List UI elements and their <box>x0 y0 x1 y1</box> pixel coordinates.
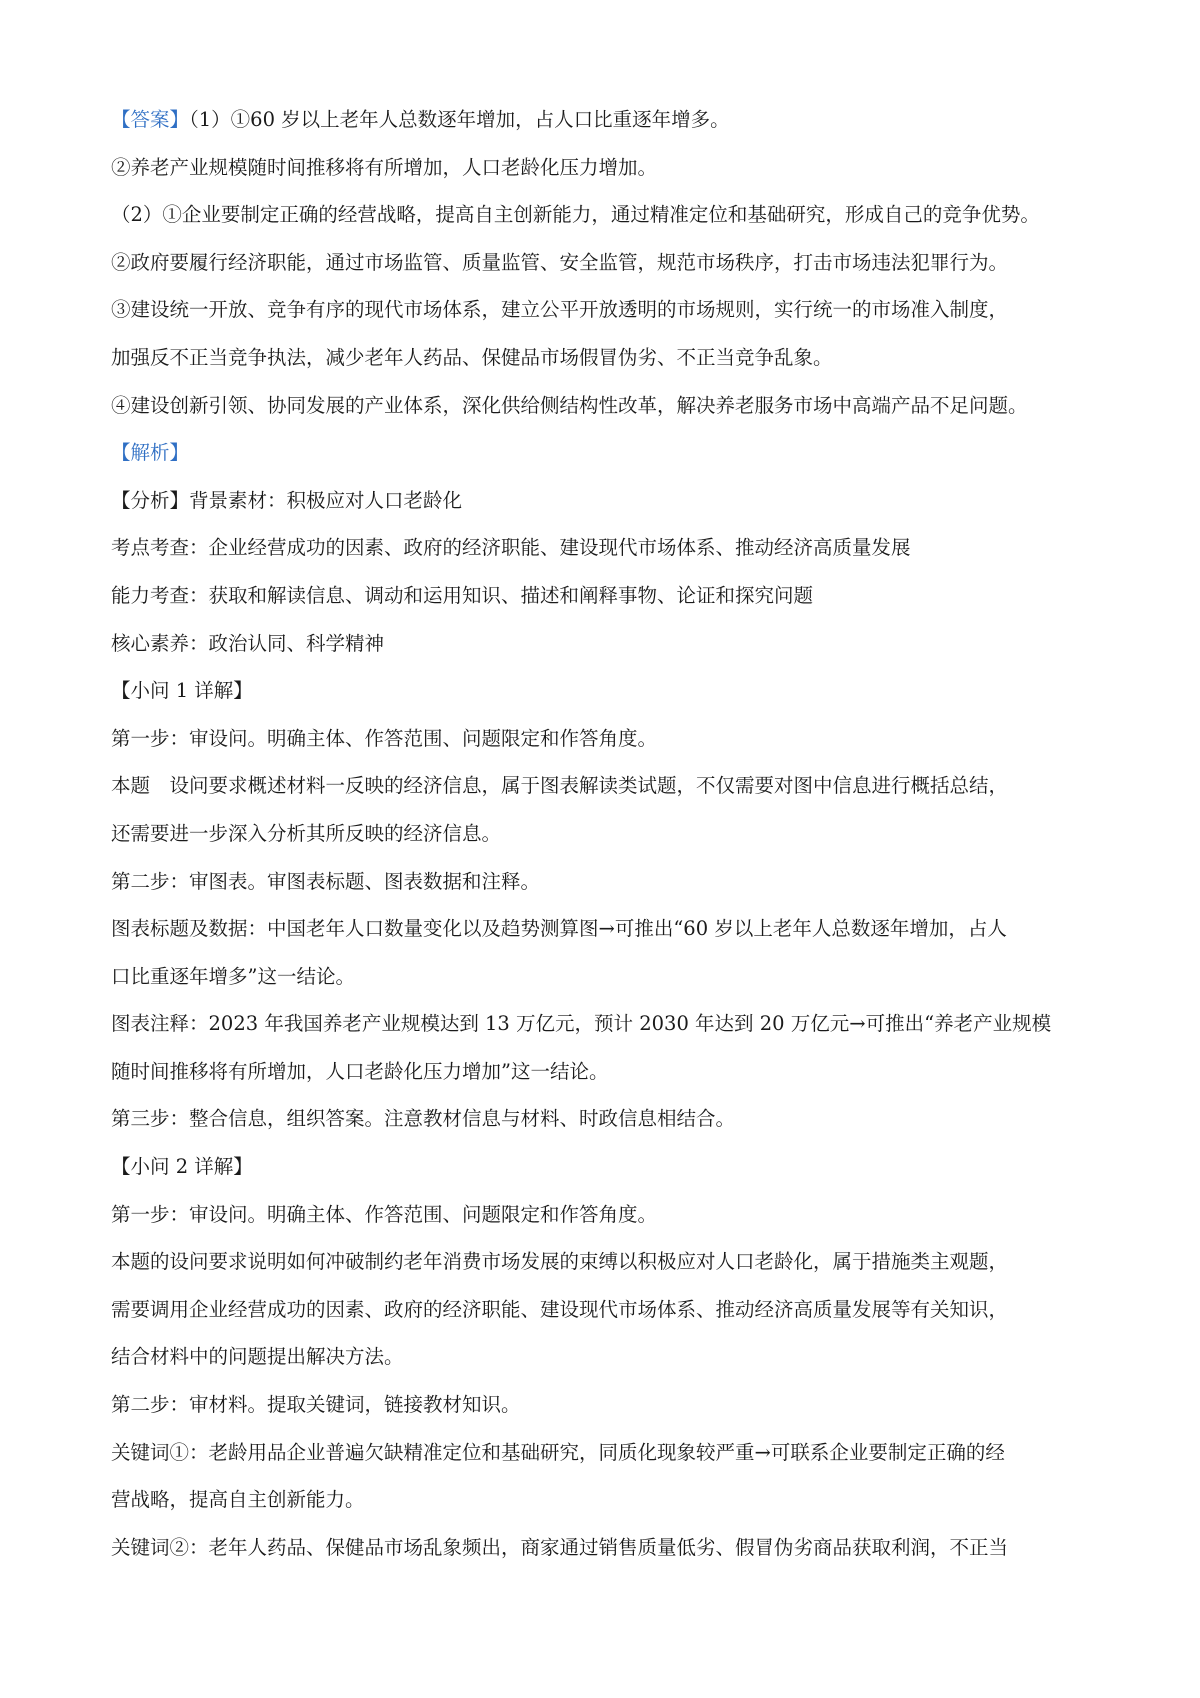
answer-tag: 【答案】 <box>111 108 190 131</box>
sub2-line-6: 关键词①：老龄用品企业普遍欠缺精准定位和基础研究，同质化现象较严重→可联系企业要制定正确的经 <box>111 1440 1005 1464</box>
sub2-line-2: 本题的设问要求说明如何冲破制约老年消费市场发展的束缚以积极应对人口老龄化，属于措施类主观题， <box>111 1250 1009 1274</box>
sub2-line-1: 第一步：审设问。明确主体、作答范围、问题限定和作答角度。 <box>111 1202 658 1226</box>
answer-line-6: 加强反不正当竞争执法，减少老年人药品、保健品市场假冒伪劣、不正当竞争乱象。 <box>111 345 833 369</box>
sub1-line-1: 第一步：审设问。明确主体、作答范围、问题限定和作答角度。 <box>111 726 658 750</box>
sub1-line-4: 第二步：审图表。审图表标题、图表数据和注释。 <box>111 869 541 893</box>
answer-line-5: ③建设统一开放、竞争有序的现代市场体系，建立公平开放透明的市场规则，实行统一的市场准入制度， <box>111 298 1009 322</box>
sub2-heading: 【小问 2 详解】 <box>111 1155 253 1179</box>
answer-line-7: ④建设创新引领、协同发展的产业体系，深化供给侧结构性改革，解决养老服务市场中高端产品不足问题。 <box>111 393 1028 417</box>
sub1-line-3: 还需要进一步深入分析其所反映的经济信息。 <box>111 821 502 845</box>
answer-line-4: ②政府要履行经济职能，通过市场监管、质量监管、安全监管，规范市场秩序，打击市场违法犯罪行为。 <box>111 250 1009 274</box>
document-page <box>111 96 1096 1571</box>
answer-line-2: ②养老产业规模随时间推移将有所增加，人口老龄化压力增加。 <box>111 155 658 179</box>
sub1-line-6: 口比重逐年增多”这一结论。 <box>111 964 355 988</box>
sub1-line-5: 图表标题及数据：中国老年人口数量变化以及趋势测算图→可推出“60 岁以上老年人总数逐年增加，占人 <box>111 917 1007 941</box>
sub2-line-3: 需要调用企业经营成功的因素、政府的经济职能、建设现代市场体系、推动经济高质量发展等有关知识， <box>111 1297 1009 1321</box>
analysis-tag: 【解析】 <box>111 441 190 465</box>
sub1-line-9: 第三步：整合信息，组织答案。注意教材信息与材料、时政信息相结合。 <box>111 1107 736 1131</box>
answer-line-1: 【答案】（1）①60 岁以上老年人总数逐年增加，占人口比重逐年增多。 <box>111 108 730 131</box>
sub1-line-2: 本题 设问要求概述材料一反映的经济信息，属于图表解读类试题，不仅需要对图中信息进行概括总结， <box>111 774 1009 798</box>
analysis-line-3: 能力考查：获取和解读信息、调动和运用知识、描述和阐释事物、论证和探究问题 <box>111 583 814 607</box>
sub1-heading: 【小问 1 详解】 <box>111 679 253 703</box>
sub2-line-4: 结合材料中的问题提出解决方法。 <box>111 1345 404 1369</box>
answer-line-3: （2）①企业要制定正确的经营战略，提高自主创新能力，通过精准定位和基础研究，形成自己的竞争优势。 <box>111 203 1040 227</box>
analysis-line-2: 考点考查：企业经营成功的因素、政府的经济职能、建设现代市场体系、推动经济高质量发展 <box>111 536 911 560</box>
analysis-line-1: 【分析】背景素材：积极应对人口老龄化 <box>111 488 463 512</box>
sub2-line-5: 第二步：审材料。提取关键词，链接教材知识。 <box>111 1393 521 1417</box>
analysis-line-4: 核心素养：政治认同、科学精神 <box>111 631 385 655</box>
sub2-line-8: 关键词②：老年人药品、保健品市场乱象频出，商家通过销售质量低劣、假冒伪劣商品获取利润，不正当 <box>111 1535 1009 1559</box>
sub1-line-8: 随时间推移将有所增加，人口老龄化压力增加”这一结论。 <box>111 1059 609 1083</box>
sub2-line-7: 营战略，提高自主创新能力。 <box>111 1488 365 1512</box>
sub1-line-7: 图表注释：2023 年我国养老产业规模达到 13 万亿元，预计 2030 年达到 20 万亿元→可推出“养老产业规模 <box>111 1012 1052 1036</box>
